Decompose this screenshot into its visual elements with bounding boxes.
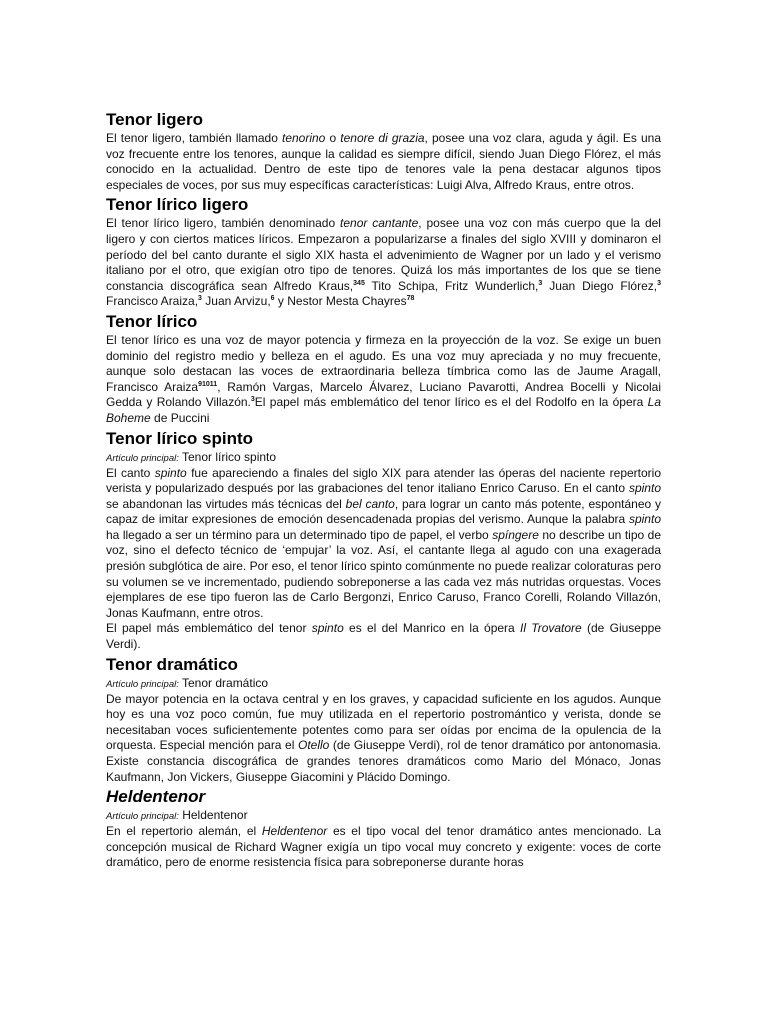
section-paragraph: El tenor ligero, también llamado tenorino o tenore di grazia, posee una voz clara, aguda y ágil. Es una voz frecuente entre los tenores, aunque la calidad es siempre difícil, siendo Juan Diego Flórez, el más conocido en la actualidad. Dentro de este tipo de tenores vale la pena destacar algunos tipos especiales de voces, por sus muy específicas características: Luigi Alva, Alfredo Kraus, entre otros.	[106, 131, 662, 192]
section-tenor-lirico-spinto	[106, 429, 661, 653]
section-heading: Heldentenor	[106, 787, 206, 807]
section-heading: Tenor lírico	[106, 311, 198, 331]
main-article-link[interactable]	[106, 450, 661, 466]
main-article-value[interactable]: Tenor lírico spinto	[178, 449, 277, 464]
section-heading: Tenor dramático	[106, 654, 238, 674]
section-paragraph: En el repertorio alemán, el Heldentenor es el tipo vocal del tenor dramático antes mencionado. La concepción musical de Richard Wagner exigía un tipo vocal muy concreto y exigente: voces de corte dramático, pero de enorme resistencia física para sobreponerse durante horas	[106, 824, 661, 870]
footnote-ref[interactable]: 3	[657, 279, 661, 287]
main-article-label: Artículo principal:	[106, 678, 179, 690]
footnote-ref[interactable]: 3	[538, 279, 543, 287]
section-paragraph: De mayor potencia en la octava central y en los graves, y capacidad suficiente en los agudos. Aunque hoy es una voz poco común, fue muy utilizada en el repertorio postromántico y verista, donde se necesitaban voces suficientemente potentes como para ser oídas por encima de la opulencia de la orquesta. Especial mención para el Otello (de Giuseppe Verdi), rol de tenor dramático por antonomasia. Existe constancia discográfica de grandes tenores dramáticos como Mario del Mónaco, Jonas Kaufmann, Jon Vickers, Giuseppe Giacomini y Plácido Domingo.	[106, 691, 662, 784]
section-tenor-ligero	[106, 110, 661, 193]
section-paragraph: El papel más emblemático del tenor spinto es el del Manrico en la ópera Il Trovatore (de Giuseppe Verdi).	[106, 621, 661, 652]
section-heldentenor	[106, 787, 661, 871]
footnote-ref[interactable]: 3	[250, 396, 255, 404]
main-article-link[interactable]	[106, 808, 661, 824]
footnote-ref[interactable]: 3	[198, 295, 202, 303]
footnote-ref[interactable]: 91011	[198, 380, 218, 388]
main-article-value[interactable]: Tenor dramático	[178, 675, 269, 690]
footnote-ref[interactable]: 6	[270, 295, 275, 303]
footnote-ref[interactable]: 78	[406, 295, 415, 303]
section-paragraph: El canto spinto fue apareciendo a finales del siglo XIX para atender las óperas del naciente repertorio verista y popularizado después por las grabaciones del tenor italiano Enrico Caruso. En el canto spinto se abandonan las virtudes más técnicas del bel canto, para lograr un canto más potente, espontáneo y capaz de imitar expresiones de emoción desencadenada propias del verismo. Aunque la palabra spinto ha llegado a ser un término para un determinado tipo de papel, el verbo spíngere no describe un tipo de voz, sino el defecto técnico de ‘empujar’ la voz. Así, el cantante llega al agudo con una exagerada presión subglótica de aire. Por eso, el tenor lírico spinto comúnmente no puede realizar coloraturas pero su volumen se ve incrementado, pudiendo sobreponerse a las cada vez más nutridas orquestas. Voces ejemplares de ese tipo fueron las de Carlo Bergonzi, Enrico Caruso, Franco Corelli, Rolando Villazón, Jonas Kaufmann, entre otros.	[106, 465, 662, 620]
section-heading: Tenor ligero	[106, 110, 203, 129]
section-tenor-lirico	[106, 312, 661, 427]
main-article-label: Artículo principal:	[106, 811, 179, 823]
section-paragraph: El tenor lírico ligero, también denominado tenor cantante, posee una voz con más cuerpo que la del ligero y con ciertos matices líricos. Empezaron a popularizarse a finales del siglo XVIII y dominaron el período del bel canto durante el siglo XIX hasta el advenimiento de Wagner por un lado y el verismo italiano por el otro, que exigían otro tipo de tenores. Quizá los más importantes de los que se tiene constancia discográfica sean Alfredo Kraus,$^{345}$ Tito Schipa, Fritz Wunderlich,$^3$ Juan Diego Flórez,$^3$ Francisco Araiza,$^3$ Juan Arvizu,$^6$ y Nestor Mesta Chayres$^{78}$	[106, 216, 661, 309]
section-tenor-lirico-ligero	[106, 195, 661, 310]
section-heading: Tenor lírico ligero	[106, 195, 249, 215]
main-article-link[interactable]	[106, 676, 661, 692]
main-article-value[interactable]: Heldentenor	[178, 808, 248, 823]
main-article-label: Artículo principal:	[106, 452, 179, 464]
document-page	[106, 108, 661, 871]
footnote-ref[interactable]: 345	[353, 279, 365, 287]
section-heading: Tenor lírico spinto	[106, 428, 254, 448]
section-tenor-dramatico	[106, 655, 661, 786]
section-paragraph: El tenor lírico es una voz de mayor potencia y firmeza en la proyección de la voz. Se exige un buen dominio del registro medio y belleza en el agudo. Es una voz muy apreciada y no muy frecuente, aunque solo destacan las voces de extraordinaria belleza tímbrica como las de Jaume Aragall, Francisco Araiza$^{91011}$, Ramón Vargas, Marcelo Álvarez, Luciano Pavarotti, Andrea Bocelli y Nicolai Gedda y Rolando Villazón.$^3$El papel más emblemático del tenor lírico es el del Rodolfo en la ópera La Boheme de Puccini	[106, 332, 662, 425]
